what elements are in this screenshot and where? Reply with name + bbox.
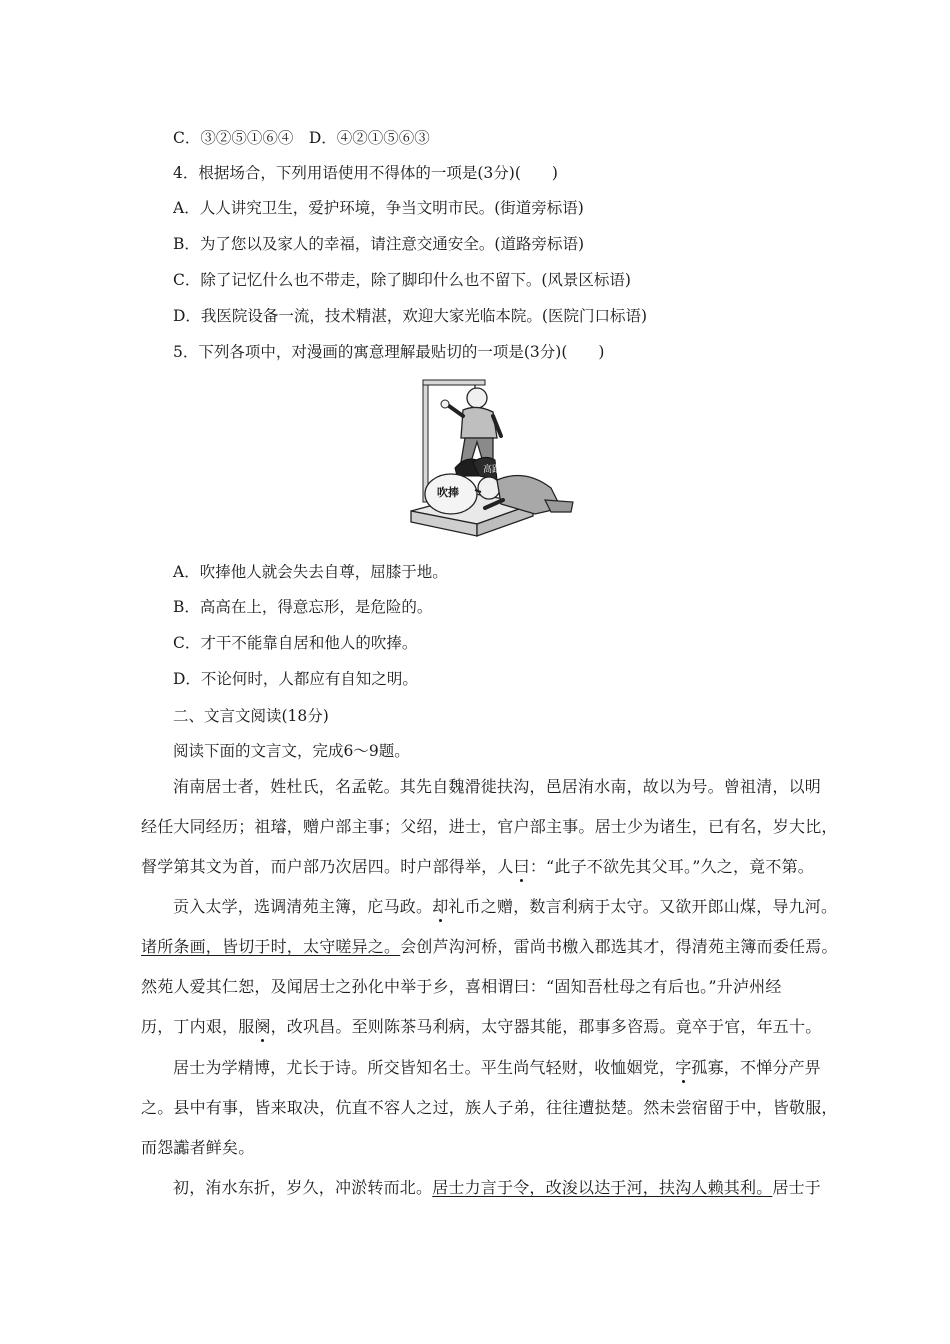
passage-line xyxy=(173,1057,843,1079)
q5-stem: 5．下列各项中，对漫画的寓意理解最贴切的一项是(3分)( ) xyxy=(173,343,605,361)
passage-line: 而怨讟者鲜矣。 xyxy=(141,1138,255,1157)
emphasis-char: 却 xyxy=(432,897,449,916)
q4-option-c: C．除了记忆什么也不带走，除了脚印什么也不留下。(风景区标语) xyxy=(173,271,631,289)
q4-option-d: D．我医院设备一流，技术精湛，欢迎大家光临本院。(医院门口标语) xyxy=(173,307,648,325)
q4-option-a: A．人人讲究卫生，爱护环境，争当文明市民。(街道旁标语) xyxy=(173,199,584,217)
passage-line xyxy=(173,896,843,918)
cartoon-illustration xyxy=(405,376,580,538)
text-span: 贡入太学，选调清苑主簿，庀马政。 xyxy=(173,897,433,916)
text-span: ，改巩昌。至则陈茶马利病，太守器其能，郡事多咨焉。竟卒于官，年五十。 xyxy=(270,1017,822,1036)
ball-label: 吹捧 xyxy=(437,486,459,499)
q5-option-c: C．才干不能靠自居和他人的吹捧。 xyxy=(173,634,418,652)
passage-line: 然苑人爱其仁恕，及闻居士之孙化中举于乡，喜相谓曰：“固知吾杜母之有后也。”升泸州经 xyxy=(141,977,782,996)
text-span: 居士为学精博，尤长于诗。所交皆知名士。平生尚气轻财，收恤姻党， xyxy=(173,1058,676,1077)
emphasis-char: 曰 xyxy=(513,857,530,876)
text-span: ：“此子不欲先其父耳。”久之，竟不第。 xyxy=(529,857,814,876)
text-span: 居士于 xyxy=(772,1178,822,1197)
q4-stem: 4．根据场合，下列用语使用不得体的一项是(3分)( ) xyxy=(173,164,558,182)
passage-line xyxy=(141,936,838,958)
q5-option-d: D．不论何时，人都应有自知之明。 xyxy=(173,670,418,688)
text-span: 历，丁内艰，服 xyxy=(141,1017,255,1036)
q5-option-b: B．高高在上，得意忘形，是危险的。 xyxy=(173,598,433,616)
passage-line: 之。县中有事，皆来取决，伉直不容人之过，族人子弟，往往遭挞楚。然未尝宿留于中，皆敬服， xyxy=(141,1098,838,1117)
underlined-sentence: 居士力言于令，改浚以达于河，扶沟人赖其利。 xyxy=(432,1178,773,1197)
text-span: 督学第其文为首，而户部乃次居四。时户部得举，人 xyxy=(141,857,514,876)
text-span: 孤寡，不惮分产畀 xyxy=(691,1058,822,1077)
shoe-label: 高跟 xyxy=(483,465,502,475)
passage-line xyxy=(141,856,814,878)
q4-option-b: B．为了您以及家人的幸福，请注意交通安全。(道路旁标语) xyxy=(173,235,584,253)
section-heading: 二、文言文阅读(18分) xyxy=(173,707,329,725)
text-span: 会创芦沟河桥，雷尚书檄入郡选其才，得清苑主簿而委任焉。 xyxy=(400,937,838,956)
underlined-sentence: 诸所条画，皆切于时，太守嗟异之。 xyxy=(141,937,401,956)
emphasis-char: 阕 xyxy=(254,1017,271,1036)
section-instruction: 阅读下面的文言文，完成6～9题。 xyxy=(173,742,410,760)
emphasis-char: 字 xyxy=(675,1058,692,1077)
text-span: 初，洧水东折，岁久，冲淤转而北。 xyxy=(173,1178,433,1197)
passage-line xyxy=(173,1177,843,1199)
passage-line xyxy=(141,1016,822,1038)
q3-options-cd: C．③②⑤①⑥④ D．④②①⑤⑥③ xyxy=(173,129,430,147)
passage-line: 洧南居士者，姓杜氏，名孟乾。其先自魏滑徙扶沟，邑居洧水南，故以为号。曾祖清，以明 xyxy=(173,777,822,796)
text-span: 礼币之赠，数言利病于太守。又欲开郎山煤，导九河。 xyxy=(448,897,838,916)
passage-line: 经任大同经历；祖璿，赠户部主事；父绍，进士，官户部主事。居士少为诸生，已有名，岁大比， xyxy=(141,817,838,836)
q5-option-a: A．吹捧他人就会失去自尊，屈膝于地。 xyxy=(173,563,448,581)
